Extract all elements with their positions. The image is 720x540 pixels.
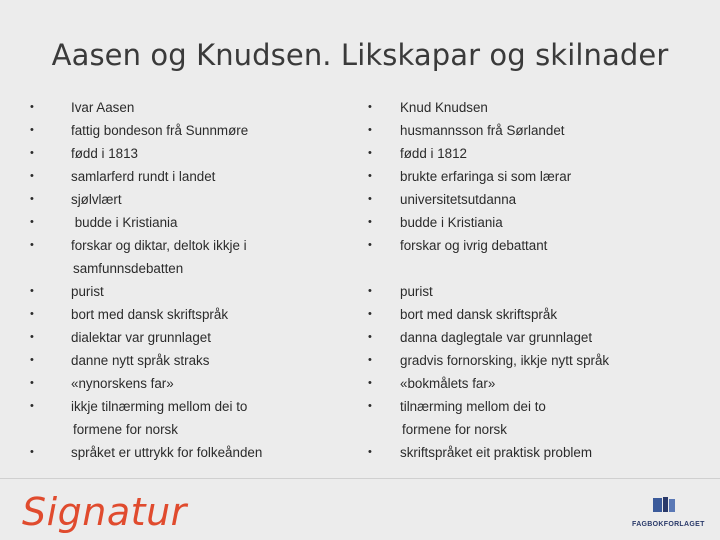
list-item xyxy=(368,211,708,234)
bullet-icon: • xyxy=(30,354,34,366)
list-item xyxy=(368,280,708,303)
bullet-icon: • xyxy=(368,147,372,159)
bullet-icon: • xyxy=(368,285,372,297)
item-text: ikkje tilnærming mellom dei to xyxy=(71,399,248,414)
item-text-continued: formene for norsk xyxy=(73,422,178,437)
right-group-1 xyxy=(368,96,708,257)
list-item xyxy=(30,142,360,165)
item-text: fødd i 1813 xyxy=(71,146,138,161)
list-item xyxy=(368,372,708,395)
item-text: fattig bondeson frå Sunnmøre xyxy=(71,123,249,138)
item-text-continued: samfunnsdebatten xyxy=(73,261,184,276)
bullet-icon: • xyxy=(368,124,372,136)
item-text: bort med dansk skriftspråk xyxy=(71,307,229,322)
bullet-icon: • xyxy=(368,170,372,182)
bullet-icon: • xyxy=(368,377,372,389)
list-item xyxy=(30,395,360,441)
item-text: forskar og ivrig debattant xyxy=(400,238,548,253)
right-column xyxy=(368,96,708,464)
item-text: danne nytt språk straks xyxy=(71,353,210,368)
list-item xyxy=(368,119,708,142)
bullet-icon: • xyxy=(30,124,34,136)
list-item xyxy=(30,441,360,464)
item-text: samlarferd rundt i landet xyxy=(71,169,216,184)
item-text: bort med dansk skriftspråk xyxy=(400,307,558,322)
left-group-2 xyxy=(30,280,360,464)
item-text: husmannsson frå Sørlandet xyxy=(400,123,565,138)
list-item xyxy=(30,326,360,349)
item-text: forskar og diktar, deltok ikkje i xyxy=(71,238,247,253)
publisher-logo xyxy=(632,496,705,528)
item-text: brukte erfaringa si som lærar xyxy=(400,169,572,184)
list-item xyxy=(30,372,360,395)
bullet-icon: • xyxy=(30,285,34,297)
list-item xyxy=(368,395,708,441)
bullet-icon: • xyxy=(30,147,34,159)
bullet-icon: • xyxy=(30,308,34,320)
bullet-icon: • xyxy=(30,170,34,182)
bullet-icon: • xyxy=(368,400,372,412)
list-item xyxy=(30,234,360,280)
bullet-icon: • xyxy=(30,400,34,412)
bullet-icon: • xyxy=(368,354,372,366)
bullet-icon: • xyxy=(30,239,34,251)
list-item xyxy=(30,349,360,372)
item-text: gradvis fornorsking, ikkje nytt språk xyxy=(400,353,610,368)
list-item xyxy=(368,303,708,326)
item-text: budde i Kristiania xyxy=(71,215,178,230)
item-text: tilnærming mellom dei to xyxy=(400,399,546,414)
brand-logo: Signatur xyxy=(22,490,187,534)
list-item xyxy=(30,303,360,326)
item-text: dialektar var grunnlaget xyxy=(71,330,211,345)
bullet-icon: • xyxy=(368,331,372,343)
item-text: skriftspråket eit praktisk problem xyxy=(400,445,592,460)
footer-divider xyxy=(0,478,720,479)
right-group-2 xyxy=(368,280,708,464)
bullet-icon: • xyxy=(368,216,372,228)
list-item xyxy=(30,96,360,119)
item-text: Knud Knudsen xyxy=(400,100,488,115)
book-logo-icon xyxy=(652,496,676,514)
bullet-icon: • xyxy=(30,331,34,343)
bullet-icon: • xyxy=(30,193,34,205)
publisher-name: FAGBOKFORLAGET xyxy=(632,521,705,528)
item-text: purist xyxy=(71,284,104,299)
bullet-icon: • xyxy=(30,101,34,113)
list-item xyxy=(30,280,360,303)
list-item xyxy=(368,188,708,211)
list-item xyxy=(368,142,708,165)
item-text: universitetsutdanna xyxy=(400,192,517,207)
item-text: «bokmålets far» xyxy=(400,376,496,391)
list-item xyxy=(368,165,708,188)
item-text-continued: formene for norsk xyxy=(402,422,507,437)
bullet-icon: • xyxy=(368,308,372,320)
slide-title: Aasen og Knudsen. Likskapar og skilnader xyxy=(51,38,669,72)
list-item xyxy=(368,96,708,119)
item-text: purist xyxy=(400,284,433,299)
item-text: «nynorskens far» xyxy=(71,376,174,391)
left-group-1 xyxy=(30,96,360,280)
item-text: sjølvlært xyxy=(71,192,122,207)
list-item xyxy=(368,441,708,464)
bullet-icon: • xyxy=(368,446,372,458)
list-item xyxy=(368,326,708,349)
bullet-icon: • xyxy=(30,446,34,458)
bullet-icon: • xyxy=(30,377,34,389)
item-text: Ivar Aasen xyxy=(71,100,135,115)
item-text: språket er uttrykk for folkeånden xyxy=(71,445,263,460)
list-item xyxy=(368,234,708,257)
bullet-icon: • xyxy=(368,239,372,251)
item-text: danna daglegtale var grunnlaget xyxy=(400,330,593,345)
item-text: budde i Kristiania xyxy=(400,215,503,230)
bullet-icon: • xyxy=(368,193,372,205)
bullet-icon: • xyxy=(30,216,34,228)
list-item xyxy=(30,211,360,234)
list-item xyxy=(30,165,360,188)
left-column xyxy=(30,96,360,464)
item-text: fødd i 1812 xyxy=(400,146,467,161)
list-item xyxy=(30,188,360,211)
bullet-icon: • xyxy=(368,101,372,113)
list-item xyxy=(368,349,708,372)
group-spacer xyxy=(368,257,708,280)
list-item xyxy=(30,119,360,142)
